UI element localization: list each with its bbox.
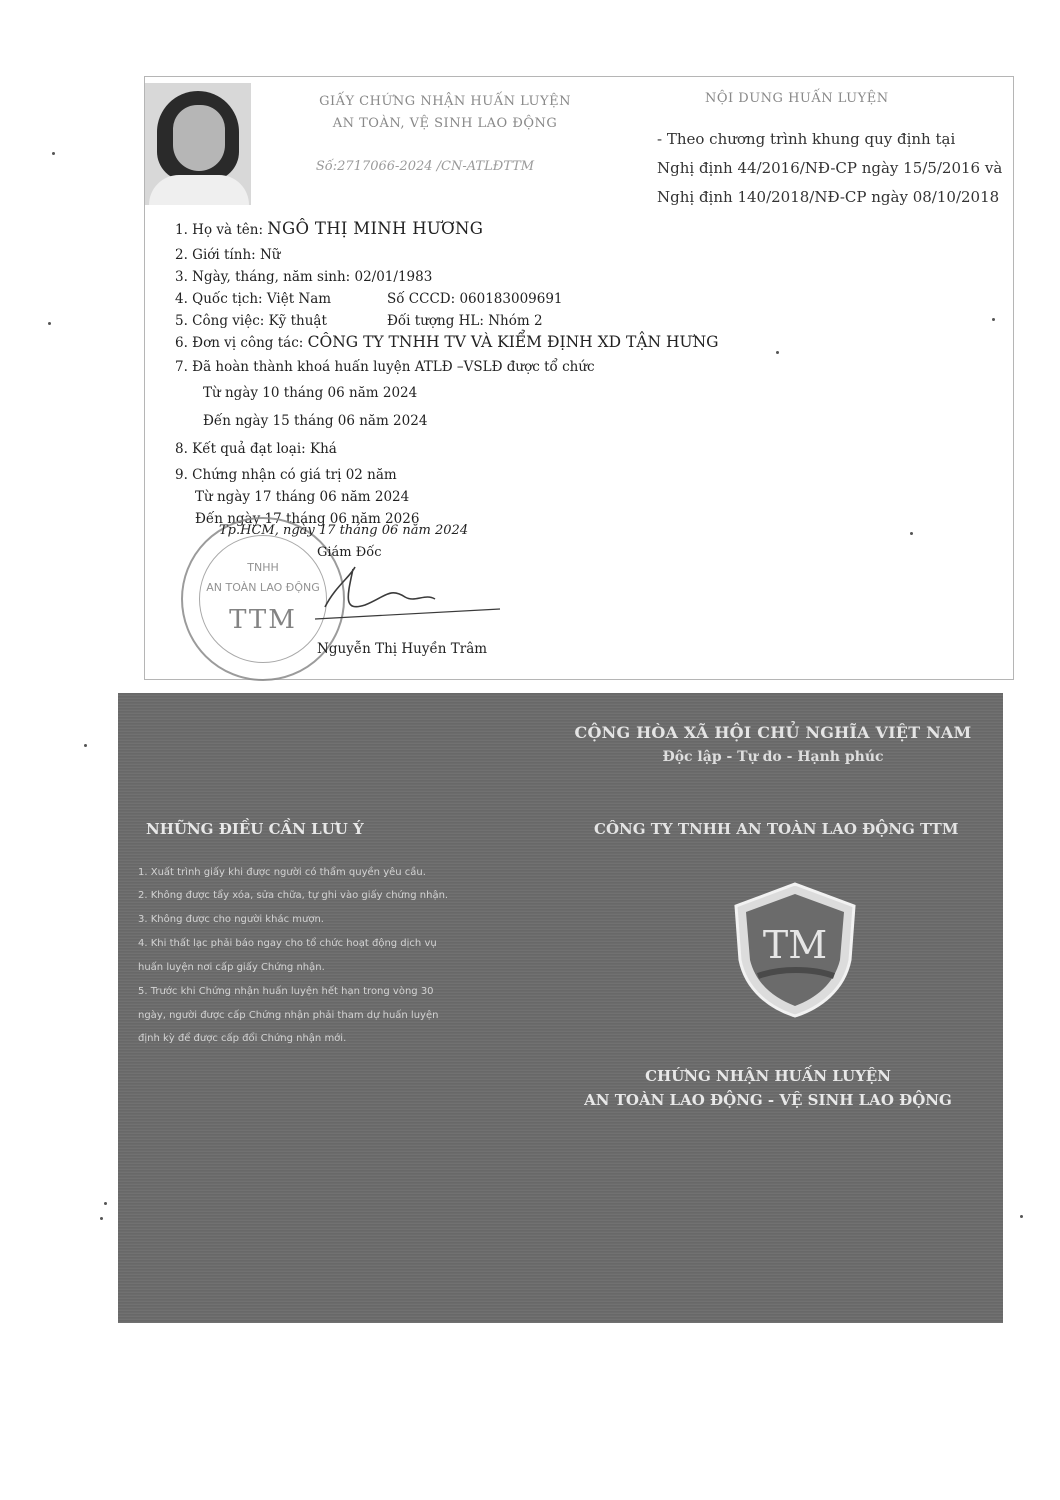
training-content-lines (657, 125, 1002, 212)
signer-name: Nguyễn Thị Huyền Trâm (317, 641, 488, 657)
scan-speck (1020, 1215, 1023, 1218)
director-signature (295, 557, 505, 627)
scan-speck (776, 351, 779, 354)
notes-title: NHỮNG ĐIỀU CẦN LƯU Ý (146, 820, 364, 838)
training-content-title: NỘI DUNG HUẤN LUYỆN (705, 91, 889, 106)
holder-photo (145, 83, 251, 205)
field-train-to: Đến ngày 15 tháng 06 năm 2024 (203, 413, 428, 429)
field-train-from: Từ ngày 10 tháng 06 năm 2024 (203, 385, 418, 401)
scan-speck (84, 744, 87, 747)
note-item: huấn luyện nơi cấp giấy Chứng nhận. (138, 962, 325, 973)
note-item: 4. Khi thất lạc phải báo ngay cho tổ chức hoạt động dịch vụ (138, 938, 437, 949)
stamp-text-ttm: TTM (229, 605, 297, 635)
field-name-value: NGÔ THỊ MINH HƯƠNG (267, 219, 484, 238)
cover-certificate-title-line1: CHỨNG NHẬN HUẤN LUYỆN (645, 1067, 891, 1085)
certificate-title-line2: AN TOÀN, VỆ SINH LAO ĐỘNG (332, 116, 558, 131)
signed-place-date: Tp.HCM, ngày 17 tháng 06 năm 2024 (219, 523, 469, 538)
field-workplace-label: 6. Đơn vị công tác: (175, 335, 304, 351)
stamp-text-tnhh: TNHH (247, 561, 279, 574)
note-item: 2. Không được tẩy xóa, sửa chữa, tự ghi vào giấy chứng nhận. (138, 890, 449, 901)
certificate-number: Số:2717066-2024 /CN-ATLĐTTM (315, 159, 535, 174)
field-workplace-value: CÔNG TY TNHH TV VÀ KIỂM ĐỊNH XD TẬN HƯNG (307, 333, 719, 351)
certificate-cover (118, 693, 1003, 1323)
scan-speck (910, 532, 913, 535)
scan-speck (992, 318, 995, 321)
scan-speck (100, 1217, 103, 1220)
stamp-text-an-toan: AN TOÀN LAO ĐỘNG (206, 581, 320, 594)
training-content-line: Nghị định 140/2018/NĐ-CP ngày 08/10/2018 (657, 188, 1000, 206)
field-workplace (175, 333, 719, 351)
shield-logo-text: TM (762, 923, 828, 967)
republic-heading: CỘNG HÒA XÃ HỘI CHỦ NGHĨA VIỆT NAM (574, 723, 972, 742)
field-nationality (175, 291, 563, 307)
training-content-line: Nghị định 44/2016/NĐ-CP ngày 15/5/2016 và (657, 159, 1003, 177)
field-dob: 3. Ngày, tháng, năm sinh: 02/01/1983 (175, 269, 433, 285)
field-name (175, 219, 483, 238)
training-content-line: - Theo chương trình khung quy định tại (657, 130, 956, 148)
certificate-card (144, 76, 1014, 680)
cover-certificate-title-line2: AN TOÀN LAO ĐỘNG - VỆ SINH LAO ĐỘNG (584, 1091, 952, 1109)
photo-shirt-shape (149, 175, 249, 205)
motto: Độc lập - Tự do - Hạnh phúc (662, 749, 884, 765)
field-nationality-text: 4. Quốc tịch: Việt Nam (175, 291, 332, 307)
field-result: 8. Kết quả đạt loại: Khá (175, 441, 337, 457)
scan-speck (52, 152, 55, 155)
certificate-title (295, 91, 595, 135)
field-valid-to: Đến ngày 17 tháng 06 năm 2026 (195, 511, 420, 527)
shield-logo-icon (730, 880, 860, 1020)
photo-face-shape (173, 105, 225, 171)
field-valid-from: Từ ngày 17 tháng 06 năm 2024 (195, 489, 410, 505)
note-item: ngày, người được cấp Chứng nhận phải tham dự huấn luyện (138, 1010, 439, 1021)
note-item: 5. Trước khi Chứng nhận huấn luyện hết hạn trong vòng 30 (138, 986, 434, 997)
note-item: 1. Xuất trình giấy khi được người có thẩm quyền yêu cầu. (138, 867, 426, 878)
field-name-label: 1. Họ và tên: (175, 222, 263, 238)
field-gender: 2. Giới tính: Nữ (175, 247, 281, 263)
field-group: Đối tượng HL: Nhóm 2 (387, 313, 543, 329)
note-item: định kỳ để được cấp đổi Chứng nhận mới. (138, 1033, 347, 1044)
scan-speck (104, 1202, 107, 1205)
certificate-title-line1: GIẤY CHỨNG NHẬN HUẤN LUYỆN (319, 94, 571, 109)
issuer-company: CÔNG TY TNHH AN TOÀN LAO ĐỘNG TTM (594, 820, 959, 838)
field-job-text: 5. Công việc: Kỹ thuật (175, 313, 327, 329)
field-validity: 9. Chứng nhận có giá trị 02 năm (175, 467, 397, 483)
field-id-number: Số CCCD: 060183009691 (387, 291, 563, 307)
director-title: Giám Đốc (317, 545, 382, 560)
note-item: 3. Không được cho người khác mượn. (138, 914, 324, 925)
field-job (175, 313, 543, 329)
scan-speck (48, 322, 51, 325)
field-completed: 7. Đã hoàn thành khoá huấn luyện ATLĐ –VSLĐ được tổ chức (175, 359, 595, 375)
